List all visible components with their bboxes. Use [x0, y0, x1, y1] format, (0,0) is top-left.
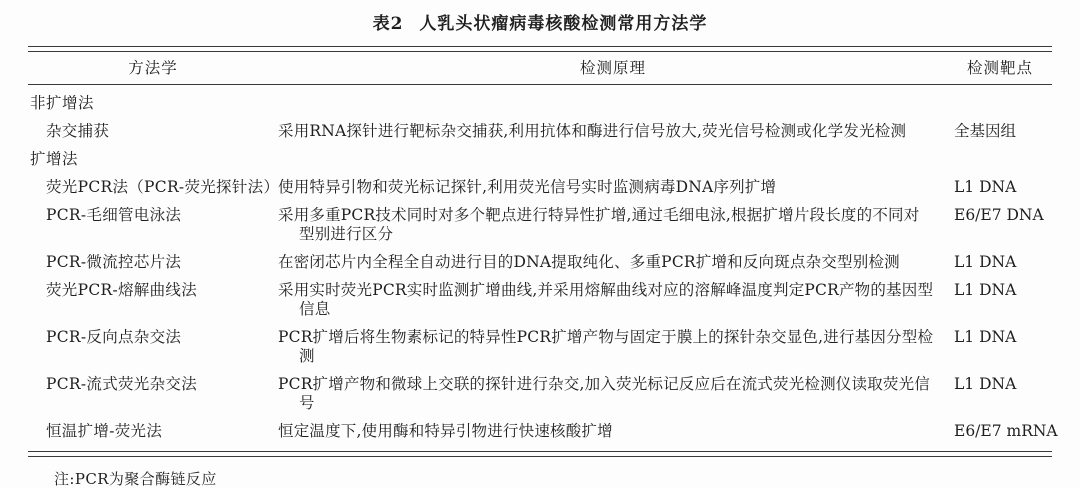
method-cell: PCR-微流控芯片法: [46, 253, 182, 271]
table-row: [28, 206, 1052, 244]
table-row: [28, 122, 1052, 141]
table-section-row: [28, 150, 1052, 169]
target-cell: 全基因组: [954, 122, 1017, 140]
target-cell: E6/E7 DNA: [954, 206, 1044, 224]
table-bottom-rule: [28, 451, 1052, 457]
table-row: [28, 422, 1058, 441]
table-row: [28, 281, 1052, 319]
method-cell: 杂交捕获: [46, 122, 110, 140]
section-label: 非扩增法: [30, 94, 95, 112]
column-header-principle: 检测原理: [579, 59, 646, 77]
target-cell: L1 DNA: [954, 178, 1017, 196]
methods-table: [28, 46, 1058, 457]
table-body: [28, 94, 1058, 451]
table-row: [28, 328, 1052, 366]
method-cell: 荧光PCR-熔解曲线法: [46, 281, 197, 299]
table-note: 注:PCR为聚合酶链反应: [54, 470, 217, 488]
target-cell: L1 DNA: [954, 375, 1017, 393]
method-cell: PCR-反向点杂交法: [46, 328, 182, 346]
column-header-target: 检测靶点: [966, 59, 1033, 77]
table-caption: [0, 13, 1080, 36]
target-cell: L1 DNA: [954, 253, 1017, 271]
target-cell: E6/E7 mRNA: [954, 422, 1058, 440]
table-section-row: [28, 94, 1052, 113]
target-cell: L1 DNA: [954, 281, 1017, 299]
principle-cell: PCR扩增产物和微球上交联的探针进行杂交,加入荧光标记反应后在流式荧光检测仪读取荧光信号: [278, 375, 930, 412]
method-cell: 恒温扩增-荧光法: [46, 422, 163, 440]
method-cell: PCR-流式荧光杂交法: [46, 375, 197, 393]
method-cell: PCR-毛细管电泳法: [46, 206, 182, 224]
principle-cell: 在密闭芯片内全程全自动进行目的DNA提取纯化、多重PCR扩增和反向斑点杂交型别检测: [278, 253, 900, 271]
table-header-row: [28, 52, 1052, 85]
principle-cell: 使用特异引物和荧光标记探针,利用荧光信号实时监测病毒DNA序列扩增: [278, 178, 777, 196]
principle-cell: PCR扩增后将生物素标记的特异性PCR扩增产物与固定于膜上的探针杂交显色,进行基因分型检测: [278, 328, 934, 365]
principle-cell: 采用RNA探针进行靶标杂交捕获,利用抗体和酶进行信号放大,荧光信号检测或化学发光检测: [278, 122, 907, 140]
principle-cell: 采用实时荧光PCR实时监测扩增曲线,并采用熔解曲线对应的溶解峰温度判定PCR产物的基因型信息: [278, 281, 934, 318]
table-row: [28, 375, 1052, 413]
method-cell: 荧光PCR法（PCR-荧光探针法）: [46, 178, 280, 196]
table-row: [28, 253, 1052, 272]
target-cell: L1 DNA: [954, 328, 1017, 346]
column-header-method: 方法学: [128, 59, 178, 77]
table-caption-text: 人乳头状瘤病毒核酸检测常用方法学: [419, 14, 708, 34]
principle-cell: 恒定温度下,使用酶和特异引物进行快速核酸扩增: [278, 422, 613, 440]
section-label: 扩增法: [30, 150, 79, 168]
table-number: 表2: [372, 14, 404, 34]
table-row: [28, 178, 1052, 197]
principle-cell: 采用多重PCR技术同时对多个靶点进行特异性扩增,通过毛细电泳,根据扩增片段长度的不同对型别进行区分: [278, 206, 920, 243]
